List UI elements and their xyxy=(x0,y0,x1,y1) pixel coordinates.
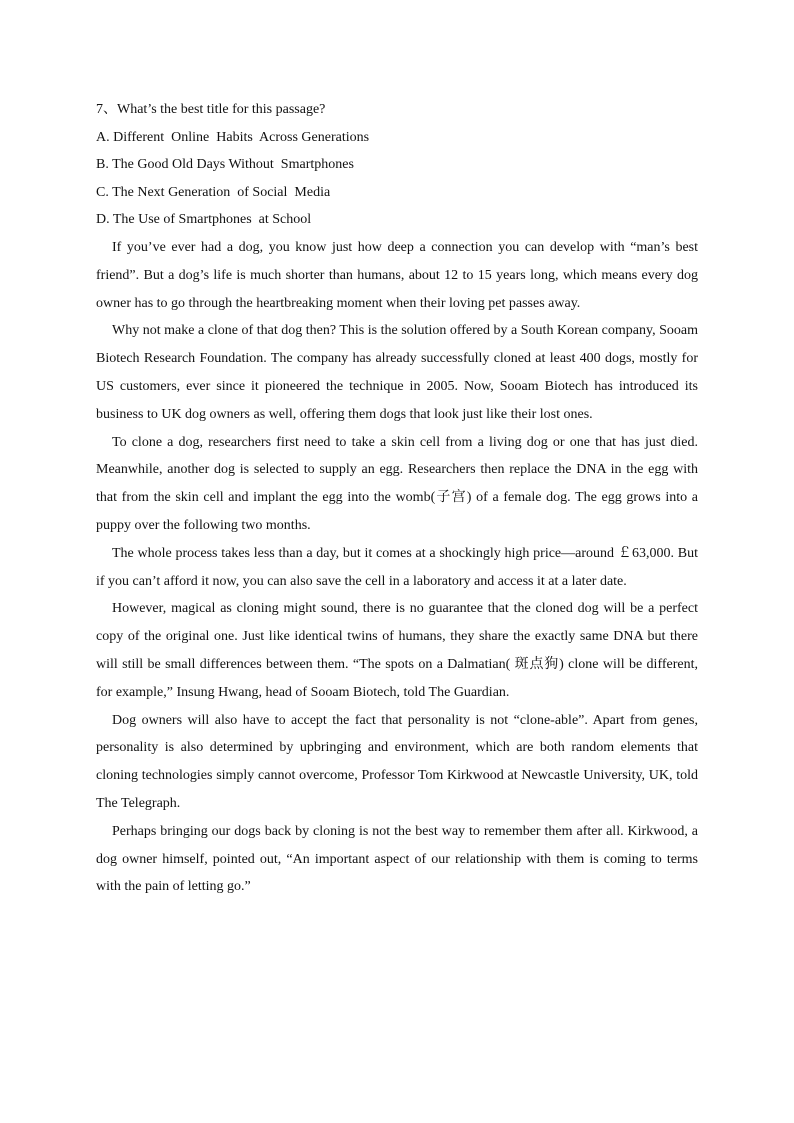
paragraph-7: Perhaps bringing our dogs back by cloning is not the best way to remember them after all. Kirkwood, a dog owner himself, pointed out, “An important aspect of our relationship with them is coming to terms with the pain of letting go.” xyxy=(96,823,698,895)
paragraph-6: Dog owners will also have to accept the fact that personality is not “clone-able”. Apart from genes, personality is also determined by upbringing and environment, which are both random elements that cloning technologies simply cannot overcome, Professor Tom Kirkwood at Newcastle University, UK, told The Telegraph. xyxy=(96,712,698,811)
paragraph-2: Why not make a clone of that dog then? This is the solution offered by a South Korean company, Sooam Biotech Research Foundation. The company has already successfully cloned at least 400 dogs, mostly for US customers, ever since it pioneered the technique in 2005. Now, Sooam Biotech has introduced its business to UK dog owners as well, offering them dogs that look just like their lost ones. xyxy=(96,323,698,422)
option-a: A. Different Online Habits Across Generations xyxy=(96,129,370,145)
reading-passage xyxy=(96,234,698,901)
paragraph-1: If you’ve ever had a dog, you know just how deep a connection you can develop with “man’s best friend”. But a dog’s life is much shorter than humans, about 12 to 15 years long, which means every dog owner has to go through the heartbreaking moment when their loving pet passes away. xyxy=(96,240,698,311)
paragraph-4: The whole process takes less than a day, but it comes at a shockingly high price—around ￡63,000. But if you can’t afford it now, you can also save the cell in a laboratory and access it at a later date. xyxy=(96,545,698,589)
paragraph-5: However, magical as cloning might sound, there is no guarantee that the cloned dog will be a perfect copy of the original one. Just like identical twins of humans, they share the exactly same DNA but there will still be small differences between them. “The spots on a Dalmatian( 斑点狗) clone will be different, for example,” Insung Hwang, head of Sooam Biotech, told The Guardian. xyxy=(96,601,698,700)
option-c: C. The Next Generation of Social Media xyxy=(96,184,331,200)
question-block xyxy=(96,96,706,234)
paragraph-3: To clone a dog, researchers first need to take a skin cell from a living dog or one that has just died. Meanwhile, another dog is selected to supply an egg. Researchers then replace the DNA in the egg with that from the skin cell and implant the egg into the womb(子宫) of a female dog. The egg grows into a puppy over the following two months. xyxy=(96,434,698,533)
option-b: B. The Good Old Days Without Smartphones xyxy=(96,157,354,173)
question-stem: 7、What’s the best title for this passage? xyxy=(96,102,326,117)
option-d: D. The Use of Smartphones at School xyxy=(96,212,312,228)
